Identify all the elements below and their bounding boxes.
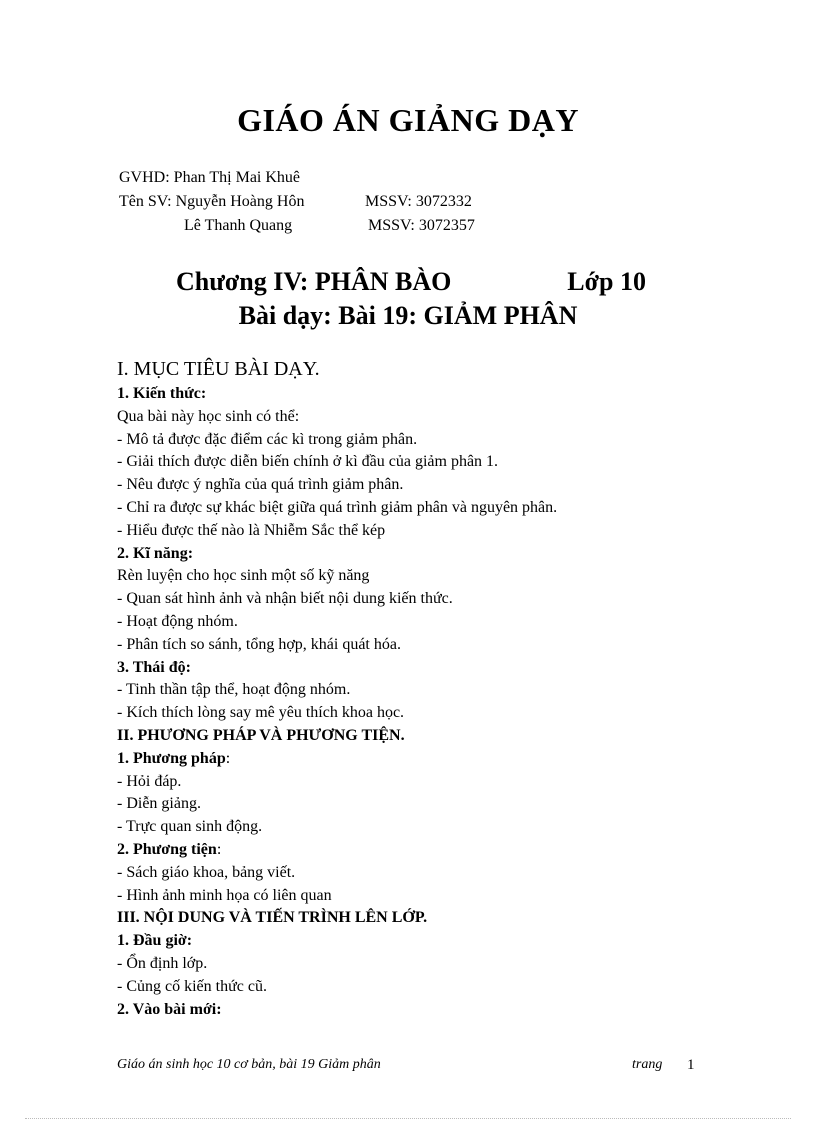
means-heading: 2. Phương tiện	[117, 840, 217, 858]
list-item: - Hiểu được thế nào là Nhiễm Sắc thể kép	[117, 521, 386, 539]
method-colon: :	[225, 749, 231, 767]
page-label: trang	[632, 1057, 663, 1072]
list-item: - Hoạt động nhóm.	[117, 612, 238, 630]
method-heading-line	[117, 748, 717, 771]
student-2-id: MSSV: 3072357	[368, 217, 475, 234]
new-lesson-heading: 2. Vào bài mới:	[117, 1000, 222, 1018]
list-item: - Giải thích được diễn biến chính ở kì đầu của giảm phân 1.	[117, 453, 499, 471]
page-footer	[117, 1054, 697, 1076]
list-item: - Kích thích lòng say mê yêu thích khoa học.	[117, 704, 405, 722]
knowledge-intro: Qua bài này học sinh có thể:	[117, 407, 300, 425]
list-item: - Sách giáo khoa, bảng viết.	[117, 863, 296, 881]
list-item: - Tinh thần tập thể, hoạt động nhóm.	[117, 681, 351, 699]
list-item: - Diễn giảng.	[117, 795, 201, 813]
method-heading: 1. Phương pháp	[117, 749, 226, 767]
list-item: - Hỏi đáp.	[117, 772, 182, 790]
list-item: - Củng cố kiến thức cũ.	[117, 977, 267, 995]
student-2-name: Lê Thanh Quang	[184, 217, 293, 234]
skills-heading: 2. Kĩ năng:	[117, 544, 194, 562]
instructor-line	[119, 166, 304, 190]
means-heading-line	[117, 839, 717, 862]
list-item: - Trực quan sinh động.	[117, 818, 263, 836]
section-2-heading: II. PHƯƠNG PHÁP VÀ PHƯƠNG TIỆN.	[117, 726, 405, 744]
list-item: - Nêu được ý nghĩa của quá trình giảm phân.	[117, 476, 404, 494]
page-number: 1	[687, 1057, 695, 1073]
section-1-heading: I. MỤC TIÊU BÀI DẠY.	[117, 358, 320, 380]
start-heading: 1. Đầu giờ:	[117, 932, 193, 950]
skills-intro: Rèn luyện cho học sinh một số kỹ năng	[117, 567, 370, 585]
list-item: - Hình ảnh minh họa có liên quan	[117, 886, 332, 904]
list-item: - Quan sát hình ảnh và nhận biết nội dung kiến thức.	[117, 590, 453, 608]
chapter-heading	[176, 266, 646, 298]
document-title: GIÁO ÁN GIẢNG DẠY	[237, 102, 579, 138]
lesson-heading: Bài dạy: Bài 19: GIẢM PHÂN	[238, 301, 578, 330]
chapter-title: Chương IV: PHÂN BÀO	[176, 267, 452, 296]
section-3-heading: III. NỘI DUNG VÀ TIẾN TRÌNH LÊN LỚP.	[117, 909, 428, 927]
list-item: - Phân tích so sánh, tổng hợp, khái quát hóa.	[117, 635, 401, 653]
student-1-id: MSSV: 3072332	[365, 193, 472, 210]
list-item: - Mô tả được đặc điểm các kì trong giảm phân.	[117, 430, 418, 448]
means-colon: :	[216, 840, 222, 858]
list-item: - Chỉ ra được sự khác biệt giữa quá trình giảm phân và nguyên phân.	[117, 498, 558, 516]
grade-label: Lớp 10	[567, 267, 646, 296]
author-info	[119, 166, 475, 238]
student-1-name: Tên SV: Nguyễn Hoàng Hôn	[119, 193, 305, 210]
lesson-content	[117, 355, 717, 1021]
footer-caption: Giáo án sinh học 10 cơ bản, bài 19 Giảm phân	[117, 1057, 381, 1072]
student-1-line	[119, 190, 472, 214]
attitude-heading: 3. Thái độ:	[117, 658, 191, 676]
list-item: - Ổn định lớp.	[117, 954, 208, 972]
knowledge-heading: 1. Kiến thức:	[117, 385, 207, 402]
instructor-name: GVHD: Phan Thị Mai Khuê	[119, 169, 301, 186]
page-bottom-divider	[25, 1118, 791, 1119]
student-2-line	[119, 214, 475, 238]
